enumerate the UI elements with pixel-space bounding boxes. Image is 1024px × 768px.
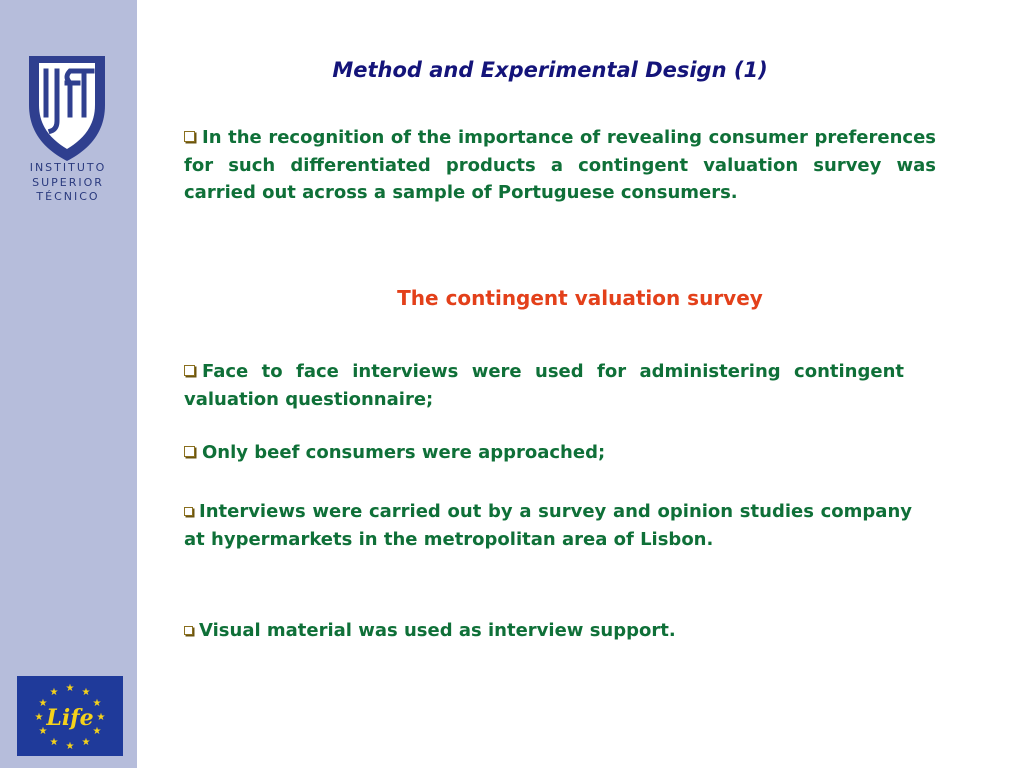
intro-text: In the recognition of the importance of revealing consumer preferences for such differentiated products a contingent valuation survey was carried out across a sample of Portuguese consumers.	[184, 127, 936, 203]
bullet-item	[184, 498, 912, 553]
svg-text:★: ★	[65, 683, 75, 694]
institution-name-line: TÉCNICO	[36, 190, 100, 203]
svg-text:★: ★	[49, 737, 59, 748]
life-logo-text: Life	[46, 705, 94, 731]
svg-text:★: ★	[49, 687, 59, 698]
svg-text:★: ★	[65, 741, 75, 752]
svg-text:★: ★	[96, 712, 106, 723]
svg-text:★: ★	[92, 726, 102, 737]
bullet-text: Only beef consumers were approached;	[202, 442, 606, 463]
svg-text:★: ★	[81, 737, 91, 748]
hollow-square-bullet-icon	[184, 365, 195, 376]
svg-text:★: ★	[81, 687, 91, 698]
hollow-square-bullet-icon	[184, 446, 195, 457]
institution-shield-logo	[26, 53, 108, 163]
institution-name-line: INSTITUTO	[29, 161, 107, 174]
bullet-item	[184, 617, 912, 645]
bullet-item	[184, 439, 904, 467]
svg-text:★: ★	[38, 726, 48, 737]
slide-title: Method and Experimental Design (1)	[332, 58, 768, 82]
bullet-item	[184, 358, 904, 413]
bullet-text: Interviews were carried out by a survey and opinion studies company at hypermarkets in the metropolitan area of Lisbon.	[184, 501, 912, 550]
bullet-text: Visual material was used as interview support.	[199, 620, 676, 641]
institution-name-line: SUPERIOR	[32, 175, 104, 189]
sidebar	[0, 0, 137, 768]
institution-name	[20, 161, 116, 205]
svg-text:★: ★	[34, 712, 44, 723]
hollow-square-bullet-icon	[184, 507, 193, 516]
hollow-square-bullet-icon	[184, 131, 195, 142]
bullet-text: Face to face interviews were used for administering contingent valuation questionnaire;	[184, 361, 904, 410]
section-subheading: The contingent valuation survey	[397, 286, 763, 310]
svg-text:★: ★	[92, 698, 102, 709]
svg-text:★: ★	[38, 698, 48, 709]
intro-paragraph	[184, 124, 936, 207]
eu-life-logo	[17, 676, 123, 756]
hollow-square-bullet-icon	[184, 626, 193, 635]
